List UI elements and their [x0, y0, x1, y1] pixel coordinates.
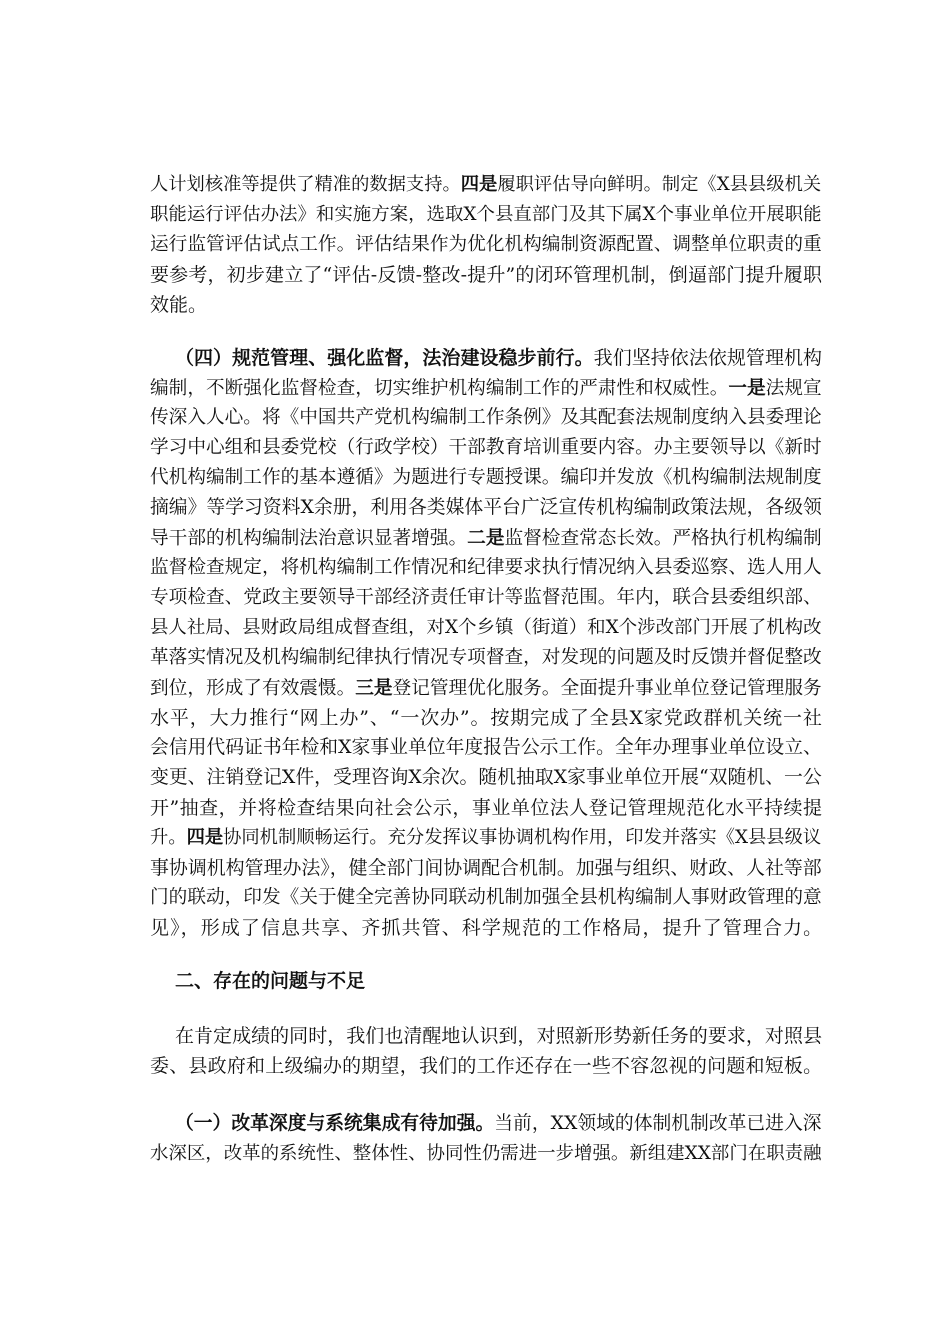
text-run: 职能运行评估办法》和实施方案，选取X个县直部门及其下属X个事业单位开展职能	[150, 204, 822, 225]
text-run: 协同机制顺畅运行。充分发挥议事协调机构作用，印发并落实《X县县级议	[223, 827, 822, 848]
text-line	[150, 292, 207, 318]
text-run: 事协调机构管理办法》，健全部门间协调配合机制。加强与组织、财政、人社等部	[150, 857, 822, 879]
text-line	[150, 202, 822, 228]
text-run: 人计划核准等提供了精准的数据支持。	[150, 174, 461, 195]
text-line	[150, 232, 822, 258]
text-line	[150, 795, 823, 821]
text-run: 专项检查、党政主要领导干部经济责任审计等监督范围。年内，联合县委组织部、	[150, 587, 822, 608]
text-run: 在肯定成绩的同时，我们也清醒地认识到，对照新形势新任务的要求，对照县	[175, 1025, 823, 1047]
text-run: 到位，形成了有效震慑。	[150, 678, 356, 699]
bold-run: 一是	[728, 377, 766, 399]
text-run: 委、县政府和上级编办的期望，我们的工作还存在一些不容忽视的问题和短板。	[150, 1055, 823, 1077]
text-run: 运行监管评估试点工作。评估结果作为优化机构编制资源配置、调整单位职责的重	[150, 234, 822, 255]
text-line	[150, 465, 822, 491]
text-line	[150, 525, 822, 552]
text-run: 要参考，初步建立了“评估-反馈-整改-提升”的闭环管理机制，倒逼部门提升履职	[150, 264, 823, 286]
text-run: 学习中心组和县委党校（行政学校）干部教育培训重要内容。办主要领导以《新时	[150, 437, 822, 458]
text-run: 变更、注销登记X件，受理咨询X余次。随机抽取X家事业单位开展“双随机、一公	[150, 767, 822, 788]
text-line	[150, 1053, 822, 1079]
text-line	[175, 968, 365, 994]
text-run: 编制，不断强化监督检查，切实维护机构编制工作的严肃性和权威性。	[150, 378, 729, 399]
text-run: 登记管理优化服务。全面提升事业单位登记管理服务	[392, 678, 822, 699]
text-line	[150, 645, 822, 671]
text-line	[150, 585, 822, 611]
text-run: 代机构编制工作的基本遵循》为题进行专题授课。编印并发放《机构编制法规制度	[150, 467, 822, 488]
text-line	[175, 1023, 822, 1049]
text-run: 监督检查规定，将机构编制工作情况和纪律要求执行情况纳入县委巡察、选人用人	[150, 557, 822, 578]
text-line	[150, 855, 822, 881]
bold-run: 二、存在的问题与不足	[175, 970, 366, 992]
text-run: 见》，形成了信息共享、齐抓共管、科学规范的工作格局，提升了管理合力。	[150, 917, 824, 939]
text-run: 我们坚持依法依规管理机构	[593, 347, 823, 369]
text-line	[150, 405, 822, 431]
text-line	[175, 345, 822, 371]
text-run: 升。	[150, 827, 187, 848]
text-run: 监督检查常态长效。严格执行机构编制	[504, 528, 822, 549]
text-run: 水平，大力推行“网上办”、“一次办”。按期完成了全县X家党政群机关统一社	[150, 707, 823, 729]
bold-run: 三是	[355, 677, 393, 699]
text-run: 传深入人心。将《中国共产党机构编制工作条例》及其配套法规制度纳入县委理论	[150, 407, 822, 428]
text-line	[150, 1141, 822, 1167]
text-run: 效能。	[150, 294, 208, 316]
text-line	[150, 555, 822, 581]
text-line	[150, 172, 821, 198]
text-line	[150, 675, 822, 702]
text-line	[150, 765, 822, 791]
text-run: 当前，XX领域的体制机制改革已进入深	[494, 1113, 822, 1134]
text-line	[150, 885, 822, 911]
text-line	[150, 915, 823, 941]
text-run: 法规宣	[765, 378, 822, 399]
text-run: 摘编》等学习资料X余册，利用各类媒体平台广泛宣传机构编制政策法规，各级领	[150, 497, 822, 518]
bold-run: 四是	[460, 174, 498, 195]
text-run: 会信用代码证书年检和X家事业单位年度报告公示工作。全年办理事业单位设立、	[150, 737, 822, 758]
text-line	[150, 825, 821, 851]
bold-run: 二是	[467, 527, 505, 549]
bold-run: （四）规范管理、强化监督，法治建设稳步前行。	[175, 347, 594, 369]
text-run: 开”抽查，并将检查结果向社会公示，事业单位法人登记管理规范化水平持续提	[150, 797, 823, 819]
text-line	[150, 615, 822, 641]
bold-run: （一）改革深度与系统集成有待加强。	[175, 1112, 495, 1134]
text-line	[150, 435, 822, 461]
bold-run: 四是	[186, 827, 224, 848]
text-run: 门的联动，印发《关于健全完善协同联动机制加强全县机构编制人事财政管理的意	[150, 887, 822, 908]
text-run: 县人社局、县财政局组成督查组，对X个乡镇（街道）和X个涉改部门开展了机构改	[150, 617, 822, 638]
text-run: 水深区，改革的系统性、整体性、协同性仍需进一步增强。新组建XX部门在职责融	[150, 1143, 822, 1164]
text-run: 革落实情况及机构编制纪律执行情况专项督查，对发现的问题及时反馈并督促整改	[150, 647, 822, 668]
text-line	[150, 375, 822, 402]
text-line	[150, 705, 823, 731]
text-line	[175, 1110, 822, 1137]
text-line	[150, 735, 822, 761]
text-run: 履职评估导向鲜明。制定《X县县级机关	[497, 174, 822, 195]
text-line	[150, 262, 822, 288]
text-line	[150, 495, 822, 521]
text-run: 导干部的机构编制法治意识显著增强。	[150, 528, 468, 549]
